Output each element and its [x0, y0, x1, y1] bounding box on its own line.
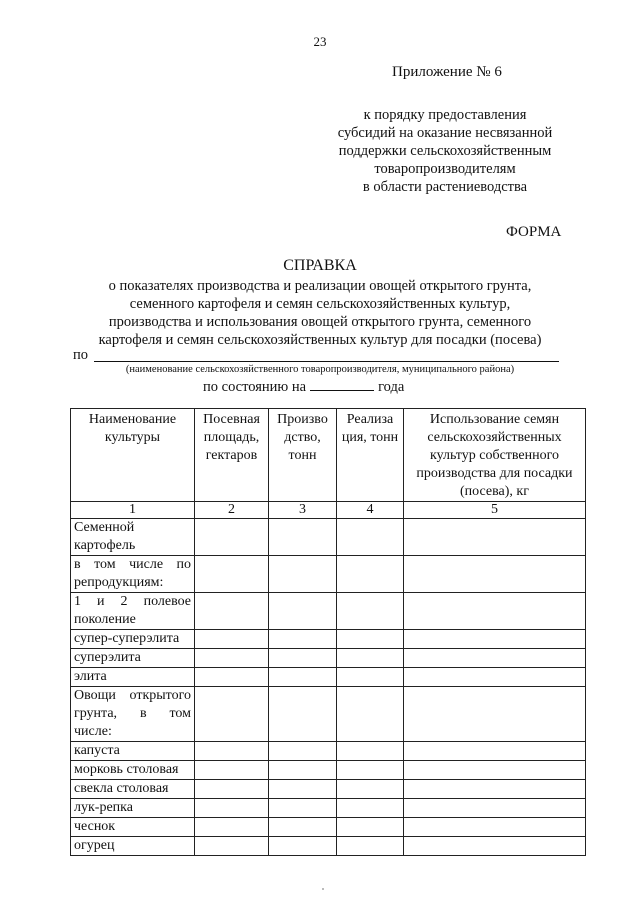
crop-name-cell: огурец — [71, 837, 195, 856]
for-prefix: по — [73, 347, 89, 363]
area-cell[interactable] — [195, 780, 269, 799]
document-subtitle-line: картофеля и семян сельскохозяйственных культур для посадки (посева) — [98, 332, 542, 348]
area-cell[interactable] — [195, 687, 269, 742]
sales-cell[interactable] — [337, 799, 404, 818]
crop-name-cell: морковь столовая — [71, 761, 195, 780]
area-cell[interactable] — [195, 668, 269, 687]
table-row — [71, 780, 586, 799]
seed-use-cell[interactable] — [404, 668, 586, 687]
production-cell[interactable] — [269, 837, 337, 856]
table-row — [71, 593, 586, 630]
area-cell[interactable] — [195, 837, 269, 856]
appendix-description — [320, 106, 570, 196]
seed-use-cell[interactable] — [404, 818, 586, 837]
table-header-row — [71, 409, 586, 502]
column-header-sales: Реализа ция, тонн — [337, 409, 404, 502]
column-number: 5 — [404, 502, 586, 519]
seed-use-cell[interactable] — [404, 761, 586, 780]
appendix-description-line: товаропроизводителям — [374, 161, 516, 177]
appendix-title: Приложение № 6 — [392, 64, 502, 80]
document-subtitle-line: семенного картофеля и семян сельскохозяйственных культур, — [129, 296, 511, 312]
production-cell[interactable] — [269, 761, 337, 780]
area-cell[interactable] — [195, 630, 269, 649]
column-number: 2 — [195, 502, 269, 519]
production-cell[interactable] — [269, 818, 337, 837]
state-date-line — [203, 378, 404, 396]
column-number: 4 — [337, 502, 404, 519]
crop-name-cell: капуста — [71, 742, 195, 761]
crop-name-cell: чеснок — [71, 818, 195, 837]
column-number-row — [71, 502, 586, 519]
appendix-description-line: к порядку предоставления — [363, 107, 527, 123]
column-number: 1 — [71, 502, 195, 519]
scan-dot — [322, 888, 324, 890]
crop-name-cell: в том числе по репродукциям: — [71, 556, 195, 593]
table-row — [71, 761, 586, 780]
sales-cell[interactable] — [337, 742, 404, 761]
sales-cell[interactable] — [337, 649, 404, 668]
state-prefix: по состоянию на — [203, 379, 307, 395]
area-cell[interactable] — [195, 761, 269, 780]
crop-name-cell: элита — [71, 668, 195, 687]
table-row — [71, 799, 586, 818]
column-header-area: Посевная площадь, гектаров — [195, 409, 269, 502]
production-cell[interactable] — [269, 556, 337, 593]
crop-name-cell: 1 и 2 полевое поколение — [71, 593, 195, 630]
table-row — [71, 837, 586, 856]
sales-cell[interactable] — [337, 837, 404, 856]
crop-name-cell: суперэлита — [71, 649, 195, 668]
area-cell[interactable] — [195, 649, 269, 668]
document-subtitle-line: о показателях производства и реализации овощей открытого грунта, — [108, 278, 532, 294]
column-number: 3 — [269, 502, 337, 519]
table-row — [71, 649, 586, 668]
sales-cell[interactable] — [337, 818, 404, 837]
seed-use-cell[interactable] — [404, 593, 586, 630]
area-cell[interactable] — [195, 556, 269, 593]
column-header-seed-use: Использование семян сельскохозяйственных культур собственного производства для посадки (посева), кг — [404, 409, 586, 502]
crop-name-cell: лук-репка — [71, 799, 195, 818]
area-cell[interactable] — [195, 818, 269, 837]
table-row — [71, 818, 586, 837]
production-cell[interactable] — [269, 780, 337, 799]
state-date-blank[interactable] — [310, 378, 374, 391]
column-header-crop: Наименование культуры — [71, 409, 195, 502]
table-row — [71, 668, 586, 687]
seed-use-cell[interactable] — [404, 687, 586, 742]
production-cell[interactable] — [269, 593, 337, 630]
production-cell[interactable] — [269, 668, 337, 687]
production-cell[interactable] — [269, 742, 337, 761]
table-row — [71, 519, 586, 556]
area-cell[interactable] — [195, 593, 269, 630]
sales-cell[interactable] — [337, 519, 404, 556]
appendix-description-line: поддержки сельскохозяйственным — [338, 143, 552, 159]
seed-use-cell[interactable] — [404, 742, 586, 761]
sales-cell[interactable] — [337, 556, 404, 593]
appendix-description-line: субсидий на оказание несвязанной — [337, 125, 553, 141]
crop-name-cell: Овощи открытого грунта, в том числе: — [71, 687, 195, 742]
production-cell[interactable] — [269, 519, 337, 556]
state-suffix: года — [378, 379, 405, 395]
crop-name-cell: свекла столовая — [71, 780, 195, 799]
production-cell[interactable] — [269, 649, 337, 668]
document-subtitle — [60, 277, 580, 349]
document-title: СПРАВКА — [283, 257, 357, 274]
sales-cell[interactable] — [337, 668, 404, 687]
production-cell[interactable] — [269, 630, 337, 649]
production-cell[interactable] — [269, 687, 337, 742]
table-row — [71, 630, 586, 649]
crop-name-cell: Семенной картофель — [71, 519, 195, 556]
sales-cell[interactable] — [337, 593, 404, 630]
seed-use-cell[interactable] — [404, 837, 586, 856]
table-row — [71, 687, 586, 742]
seed-use-cell[interactable] — [404, 556, 586, 593]
crop-name-cell: супер-суперэлита — [71, 630, 195, 649]
data-table — [70, 408, 586, 856]
table-row — [71, 742, 586, 761]
producer-hint: (наименование сельскохозяйственного товаропроизводителя, муниципального района) — [125, 364, 515, 375]
document-subtitle-line: производства и использования овощей открытого грунта, семенного — [108, 314, 532, 330]
column-header-production: Произво дство, тонн — [269, 409, 337, 502]
sales-cell[interactable] — [337, 761, 404, 780]
area-cell[interactable] — [195, 799, 269, 818]
appendix-description-line: в области растениеводства — [362, 179, 528, 195]
sales-cell[interactable] — [337, 687, 404, 742]
seed-use-cell[interactable] — [404, 799, 586, 818]
area-cell[interactable] — [195, 742, 269, 761]
table-row — [71, 556, 586, 593]
form-label: ФОРМА — [506, 224, 562, 240]
production-cell[interactable] — [269, 799, 337, 818]
area-cell[interactable] — [195, 519, 269, 556]
sales-cell[interactable] — [337, 780, 404, 799]
seed-use-cell[interactable] — [404, 519, 586, 556]
page-number: 23 — [313, 34, 327, 49]
sales-cell[interactable] — [337, 630, 404, 649]
seed-use-cell[interactable] — [404, 780, 586, 799]
seed-use-cell[interactable] — [404, 630, 586, 649]
producer-name-blank[interactable] — [94, 361, 559, 362]
seed-use-cell[interactable] — [404, 649, 586, 668]
